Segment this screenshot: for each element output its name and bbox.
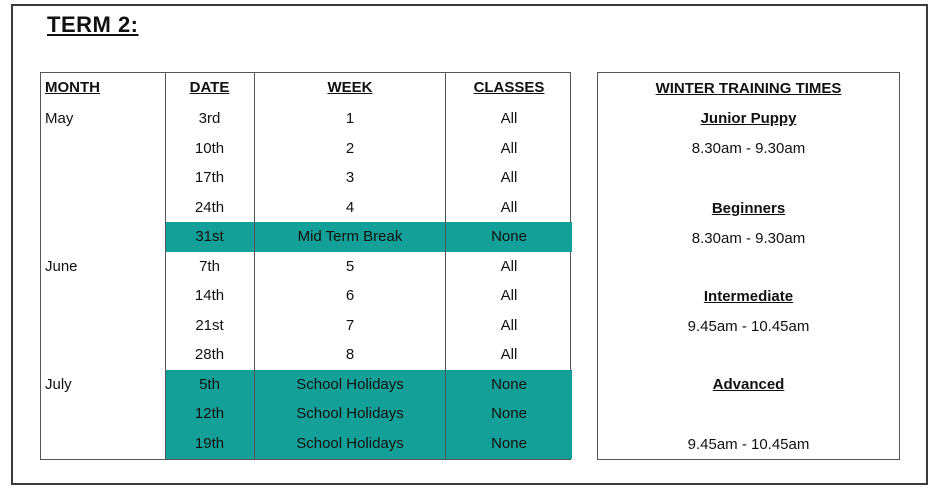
classes-cell: All <box>500 169 518 186</box>
training-times-box <box>597 72 900 460</box>
table-row <box>41 193 570 223</box>
schedule-table <box>40 72 571 460</box>
month-cell: June <box>45 257 78 275</box>
week-cell: 3 <box>345 169 355 186</box>
date-cell: 5th <box>199 375 220 393</box>
table-row <box>41 104 570 134</box>
week-cell: 4 <box>345 198 355 216</box>
advanced-label: Advanced <box>712 376 785 393</box>
table-row <box>41 222 570 252</box>
intermediate-time: 9.45am - 10.45am <box>687 318 810 335</box>
table-row <box>41 134 570 164</box>
table-row <box>41 370 570 400</box>
table-row <box>41 252 570 282</box>
beginners-time: 8.30am - 9.30am <box>691 230 806 247</box>
week-cell: Mid Term Break <box>297 228 403 245</box>
classes-cell: All <box>500 287 518 304</box>
date-cell: 17th <box>194 169 225 186</box>
column-divider <box>445 73 446 459</box>
month-cell <box>45 222 165 252</box>
classes-cell: All <box>500 198 518 216</box>
month-cell <box>45 399 165 429</box>
training-heading: WINTER TRAINING TIMES <box>655 80 842 97</box>
date-cell: 28th <box>194 346 225 363</box>
table-row <box>41 429 570 459</box>
intermediate-label: Intermediate <box>703 288 794 305</box>
classes-cell: None <box>491 405 527 422</box>
month-cell: July <box>45 375 72 393</box>
classes-cell: All <box>500 139 518 157</box>
classes-cell: None <box>491 434 527 452</box>
month-cell <box>45 429 165 459</box>
week-cell: 2 <box>345 139 355 157</box>
date-cell: 31st <box>195 228 224 245</box>
week-cell: 6 <box>345 287 355 304</box>
date-cell: 19th <box>194 434 225 452</box>
month-cell: May <box>45 110 74 127</box>
week-cell: School Holidays <box>296 405 404 422</box>
junior-puppy-time: 8.30am - 9.30am <box>691 140 806 157</box>
week-cell: 5 <box>345 257 355 275</box>
classes-cell: None <box>491 228 527 245</box>
week-cell: 1 <box>345 110 355 127</box>
header-week: WEEK <box>327 79 373 96</box>
week-cell: 8 <box>345 346 355 363</box>
classes-cell: All <box>500 316 518 334</box>
table-row <box>41 311 570 341</box>
column-divider <box>165 73 166 459</box>
table-row <box>41 281 570 311</box>
advanced-time: 9.45am - 10.45am <box>687 436 810 453</box>
month-cell <box>45 340 165 370</box>
table-header-row <box>41 73 570 103</box>
week-cell: School Holidays <box>296 375 404 393</box>
classes-cell: All <box>500 257 518 275</box>
junior-puppy-label: Junior Puppy <box>700 110 797 127</box>
table-row <box>41 163 570 193</box>
month-cell <box>45 311 165 341</box>
beginners-label: Beginners <box>711 200 786 217</box>
month-cell <box>45 281 165 311</box>
classes-cell: All <box>500 346 518 363</box>
date-cell: 7th <box>199 257 220 275</box>
date-cell: 12th <box>194 405 225 422</box>
week-cell: 7 <box>345 316 355 334</box>
header-month: MONTH <box>45 79 100 96</box>
classes-cell: None <box>491 375 527 393</box>
table-row <box>41 399 570 429</box>
column-divider <box>254 73 255 459</box>
date-cell: 14th <box>194 287 225 304</box>
term-title: TERM 2: <box>47 12 139 37</box>
table-row <box>41 340 570 370</box>
classes-cell: All <box>500 110 518 127</box>
week-cell: School Holidays <box>296 434 404 452</box>
month-cell <box>45 193 165 223</box>
date-cell: 10th <box>194 139 225 157</box>
month-cell <box>45 134 165 164</box>
date-cell: 21st <box>195 316 224 334</box>
header-classes: CLASSES <box>473 79 545 96</box>
date-cell: 3rd <box>198 110 221 127</box>
date-cell: 24th <box>194 198 225 216</box>
header-date: DATE <box>189 79 230 96</box>
month-cell <box>45 163 165 193</box>
